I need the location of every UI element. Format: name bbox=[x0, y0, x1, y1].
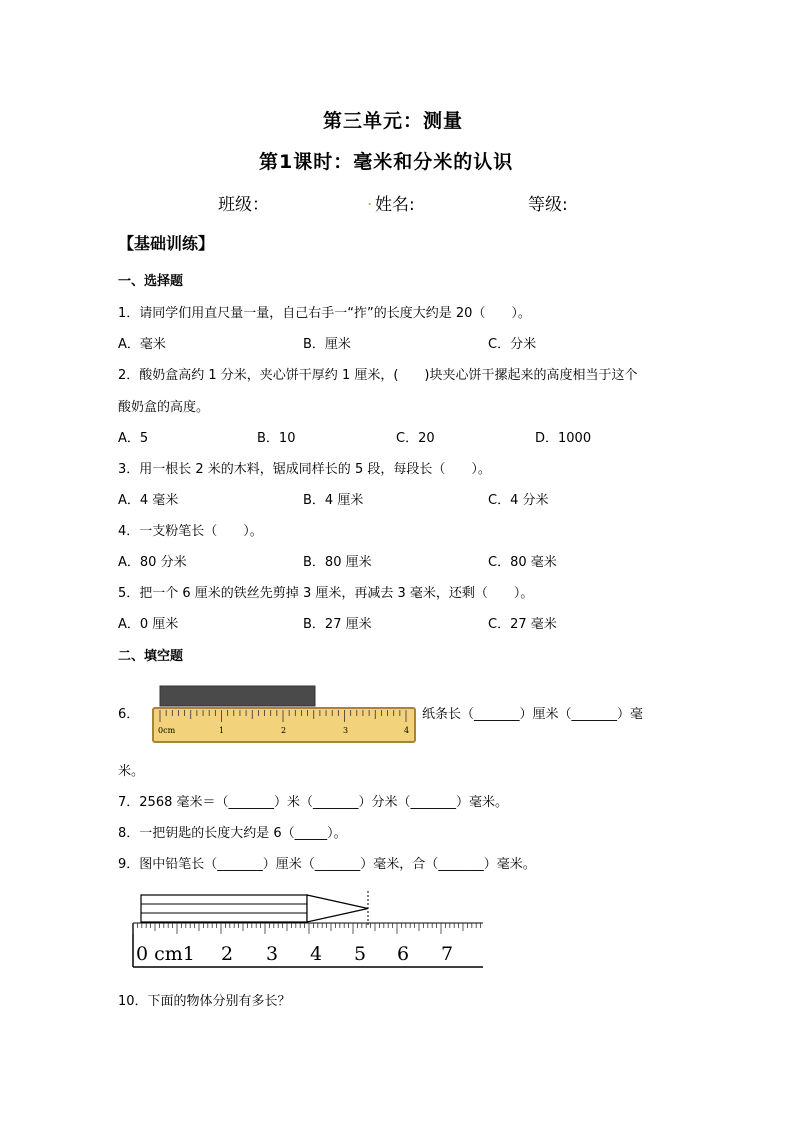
pencil-body bbox=[141, 895, 307, 922]
ruler-label-3: 3 bbox=[343, 726, 349, 735]
question-2-line1: 2．酸奶盒高约 1 分米，夹心饼干厚约 1 厘米，( )块夹心饼干摞起来的高度相当于这个 bbox=[118, 368, 638, 383]
question-10: 10．下面的物体分别有多长？ bbox=[118, 994, 291, 1009]
q5-option-b: B．27 厘米 bbox=[303, 617, 372, 632]
q4-option-c: C．80 毫米 bbox=[488, 555, 557, 570]
ruler-label-6: 6 bbox=[397, 943, 410, 965]
question-3: 3．用一根长 2 米的木料，锯成同样长的 5 段，每段长（ ）。 bbox=[118, 462, 491, 477]
ruler-label-0cm1: 0 cm1 bbox=[136, 943, 195, 965]
part1-title: 一、选择题 bbox=[118, 274, 184, 289]
question-5: 5．把一个 6 厘米的铁丝先剪掉 3 厘米，再减去 3 毫米，还剩（ ）。 bbox=[118, 586, 534, 601]
question-2-line2: 酸奶盒的高度。 bbox=[118, 400, 210, 415]
question-1: 1．请同学们用直尺量一量，自己右手一“拃”的长度大约是 20（ ）。 bbox=[118, 306, 531, 321]
pencil-tip bbox=[307, 895, 368, 922]
lesson-title: 第1课时：毫米和分米的认识 bbox=[259, 151, 514, 173]
q1-option-a: A．毫米 bbox=[118, 337, 166, 352]
q2-option-c: C．20 bbox=[396, 431, 435, 446]
q2-option-b: B．10 bbox=[257, 431, 296, 446]
ruler-ticks bbox=[133, 923, 481, 934]
grade-label: 等级: bbox=[528, 195, 568, 215]
q5-option-c: C．27 毫米 bbox=[488, 617, 557, 632]
paper-strip-ruler-figure bbox=[151, 684, 417, 744]
ruler-label-2: 2 bbox=[281, 726, 287, 735]
question-9: 9．图中铅笔长（_______）厘米（_______）毫米，合（_______）毫米。 bbox=[118, 857, 536, 872]
section-title: 【基础训练】 bbox=[118, 234, 215, 253]
question-6-cont: 米。 bbox=[118, 764, 145, 779]
ruler-label-3: 3 bbox=[266, 943, 279, 965]
q3-option-c: C．4 分米 bbox=[488, 493, 549, 508]
question-4: 4．一支粉笔长（ ）。 bbox=[118, 524, 263, 539]
wooden-ruler bbox=[153, 708, 415, 742]
part2-title: 二、填空题 bbox=[118, 649, 184, 664]
ruler-label-1: 1 bbox=[219, 726, 225, 735]
ruler-label-7: 7 bbox=[441, 943, 454, 965]
pencil-ruler-figure bbox=[129, 888, 487, 972]
ruler-label-0: 0cm bbox=[158, 726, 176, 735]
class-label: 班级： bbox=[218, 195, 269, 215]
name-label: 姓名: bbox=[375, 195, 415, 215]
ruler-label-4: 4 bbox=[310, 943, 323, 965]
q3-option-a: A．4 毫米 bbox=[118, 493, 179, 508]
q6-number: 6． bbox=[118, 707, 140, 722]
ruler-label-5: 5 bbox=[354, 943, 367, 965]
q4-option-b: B．80 厘米 bbox=[303, 555, 372, 570]
ruler-label-4: 4 bbox=[404, 726, 410, 735]
q5-option-a: A．0 厘米 bbox=[118, 617, 179, 632]
q1-option-b: B．厘米 bbox=[303, 337, 351, 352]
q2-option-d: D．1000 bbox=[535, 431, 592, 446]
paper-strip bbox=[160, 686, 315, 706]
question-6: 纸条长（_______）厘米（_______）毫 bbox=[422, 707, 644, 722]
q4-option-a: A．80 分米 bbox=[118, 555, 187, 570]
ruler-label-2: 2 bbox=[221, 943, 234, 965]
q3-option-b: B．4 厘米 bbox=[303, 493, 364, 508]
q2-option-a: A．5 bbox=[118, 431, 149, 446]
question-7: 7．2568 毫米＝（_______）米（_______）分米（_______）毫米。 bbox=[118, 795, 508, 810]
question-8: 8．一把钥匙的长度大约是 6（_____）。 bbox=[118, 826, 347, 841]
q1-option-c: C．分米 bbox=[488, 337, 537, 352]
dot-mark: . bbox=[367, 190, 373, 210]
unit-title: 第三单元：测量 bbox=[323, 110, 464, 132]
